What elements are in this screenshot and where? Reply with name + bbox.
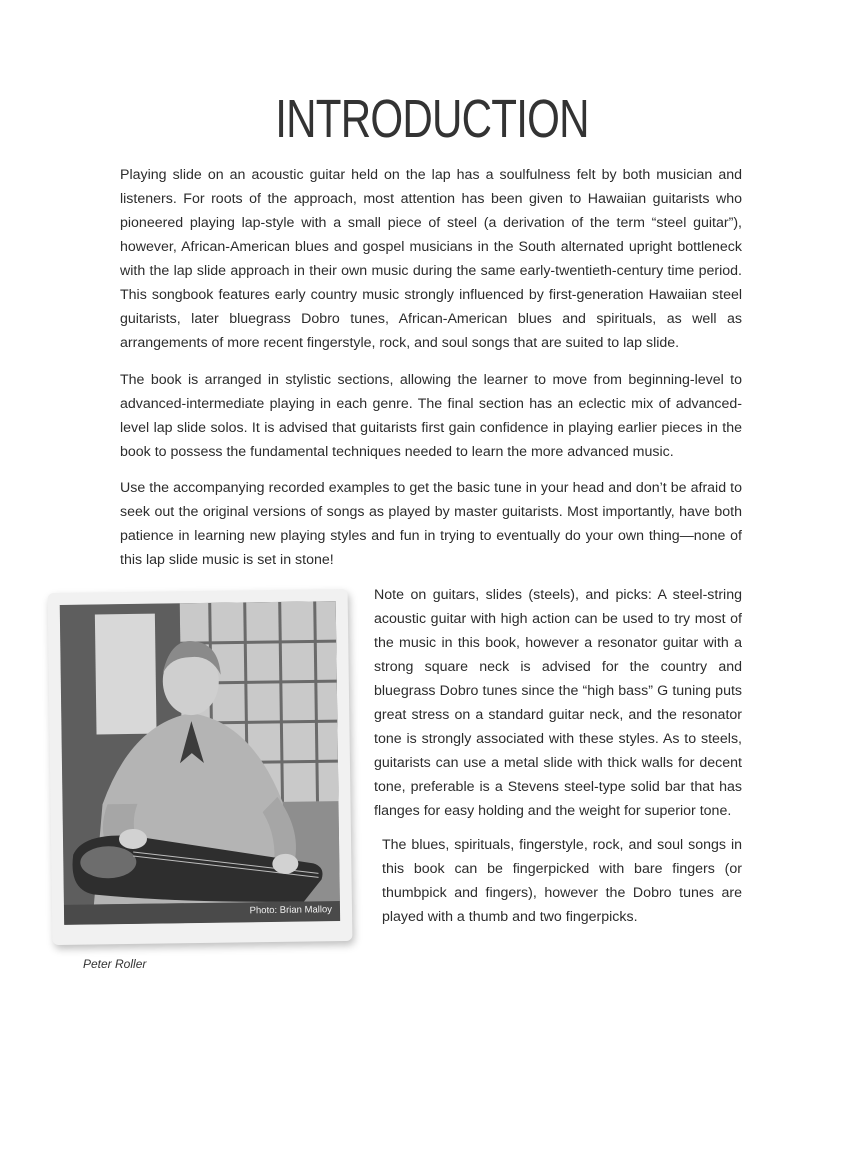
picking-paragraph: The blues, spirituals, fingerstyle, rock, and soul songs in this book can be fingerpicked with bare fingers (or thumbpick and fingers), however the Dobro tunes are played with a thumb and two fingerpicks. (382, 837, 742, 925)
guitarist-photo (60, 601, 340, 925)
photo-caption: Peter Roller (83, 957, 147, 971)
photo-illustration (60, 601, 340, 925)
intro-paragraph-3: Use the accompanying recorded examples to get the basic tune in your head and don’t be afraid to seek out the original versions of songs as played by master guitarists. Most importantly, have both patience in learning new playing styles and fun in trying to eventually do your own thing—none of this lap slide music is set in stone! (120, 480, 742, 568)
photo-credit: Photo: Brian Malloy (249, 904, 333, 917)
intro-paragraph-1: Playing slide on an acoustic guitar held on the lap has a soulfulness felt by both musician and listeners. For roots of the approach, most attention has been given to Hawaiian guitarists who pioneered playing lap-style with a small piece of steel (a derivation of the term “steel guitar”), however, African-American blues and gospel musicians in the South alternated upright bottleneck with the lap slide approach in their own music during the same early-twentieth-century time period. This songbook features early country music strongly influenced by first-generation Hawaiian steel guitarists, later bluegrass Dobro tunes, African-American blues and spirituals, as well as arrangements of more recent fingerstyle, rock, and soul songs that are suited to lap slide. (120, 167, 742, 351)
page-title: INTRODUCTION (275, 89, 589, 149)
note-paragraph: Note on guitars, slides (steels), and picks: A steel-string acoustic guitar with high action can be used to try most of the music in this book, however a resonator guitar with a strong square neck is advised for the country and bluegrass Dobro tunes since the “high bass” G tuning puts great stress on a standard guitar neck, and the resonator tone is strongly associated with these styles. As to steels, guitarists can use a metal slide with thick walls for decent tone, preferable is a Stevens steel-type solid bar that has flanges for easy holding and the weight for superior tone. (374, 587, 742, 819)
intro-paragraph-2: The book is arranged in stylistic sections, allowing the learner to move from beginning-level to advanced-intermediate playing in each genre. The final section has an eclectic mix of advanced-level lap slide solos. It is advised that guitarists first gain confidence in playing earlier pieces in the book to possess the fundamental techniques needed to learn the more advanced music. (120, 372, 742, 460)
photo-frame (48, 589, 353, 945)
